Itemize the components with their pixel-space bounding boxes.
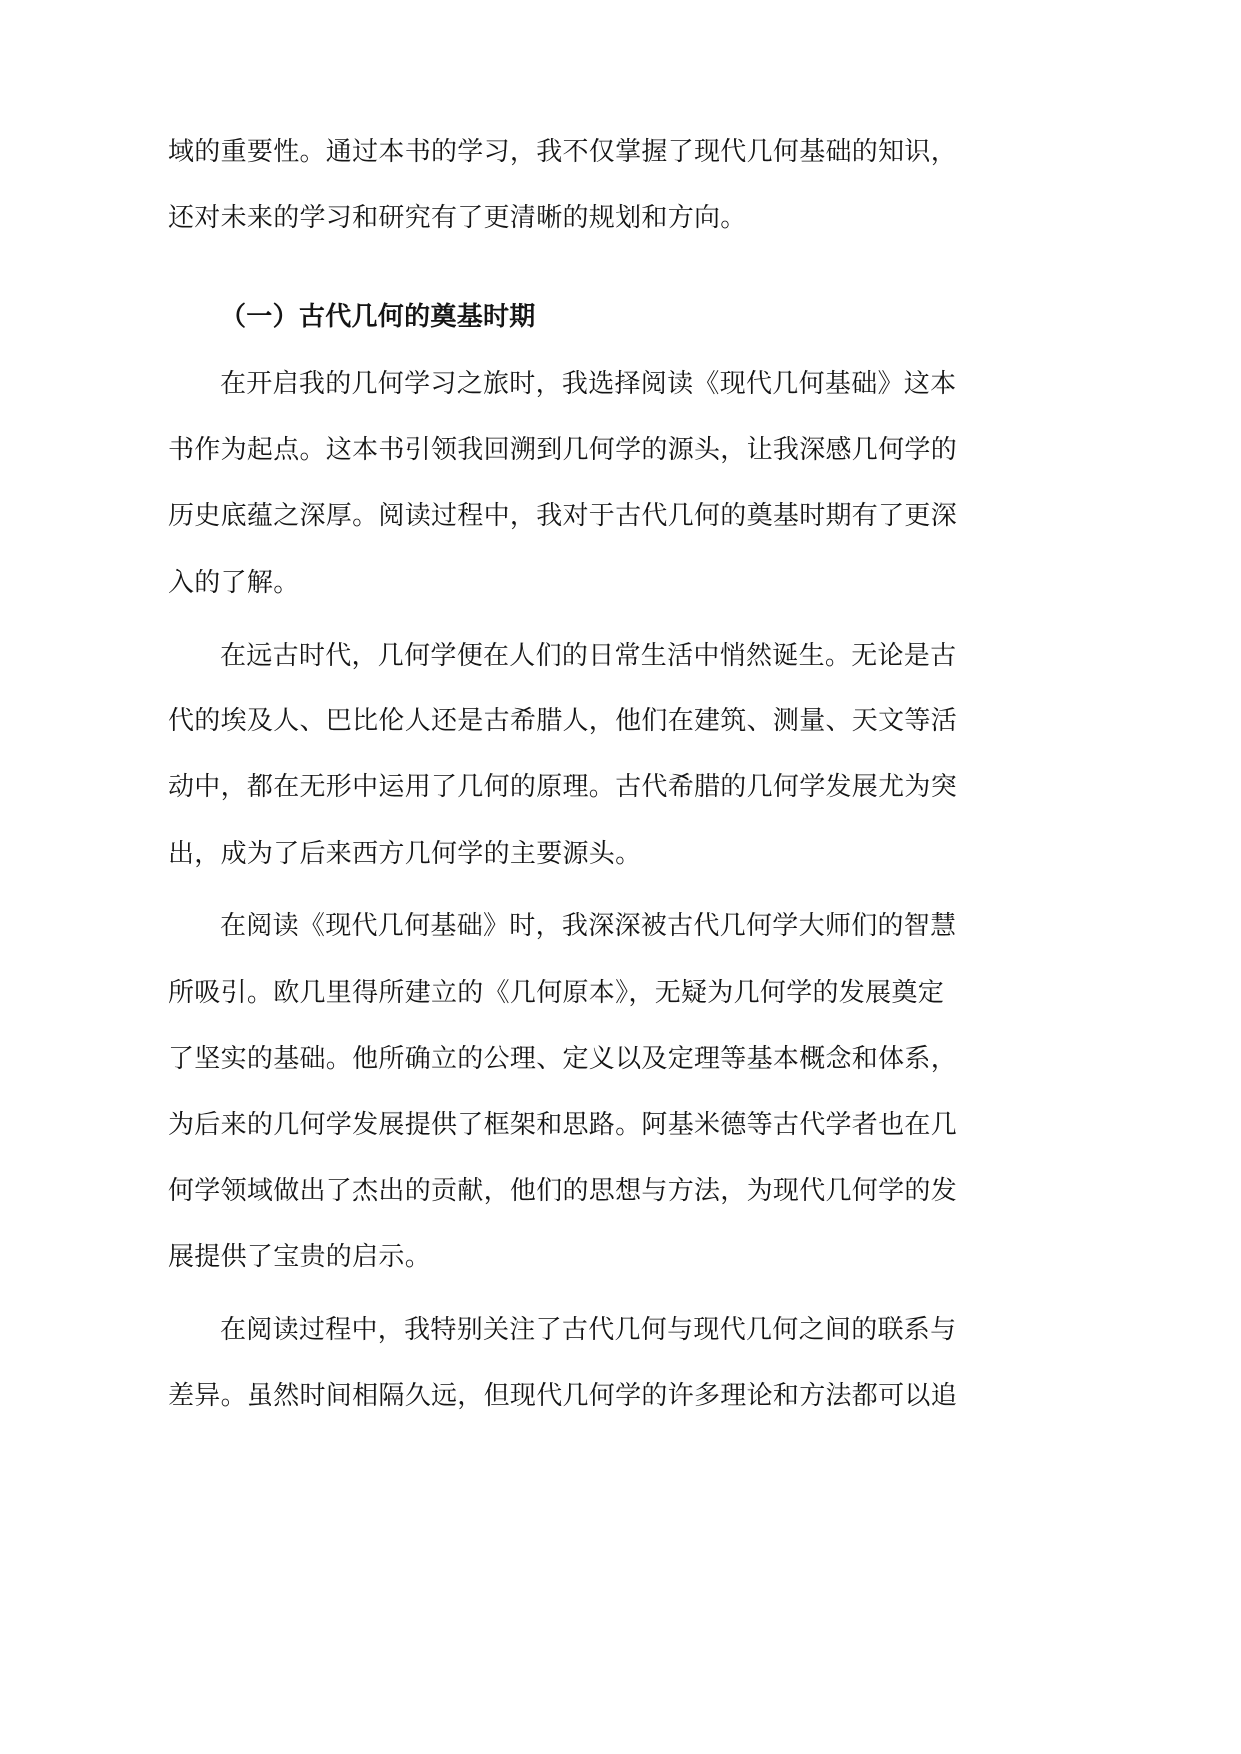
- paragraph-line: 在阅读《现代几何基础》时，我深深被古代几何学大师们的智慧: [220, 911, 957, 941]
- paragraph-line: 历史底蕴之深厚。阅读过程中，我对于古代几何的奠基时期有了更深: [168, 501, 958, 531]
- paragraph-line: 在远古时代，几何学便在人们的日常生活中悄然诞生。无论是古: [220, 641, 957, 671]
- paragraph-line: 书作为起点。这本书引领我回溯到几何学的源头，让我深感几何学的: [168, 435, 958, 465]
- paragraph-line: 域的重要性。通过本书的学习，我不仅掌握了现代几何基础的知识，: [168, 137, 958, 167]
- paragraph-line: 代的埃及人、巴比伦人还是古希腊人，他们在建筑、测量、天文等活: [168, 706, 958, 736]
- paragraph-line: 了坚实的基础。他所确立的公理、定义以及定理等基本概念和体系，: [168, 1044, 958, 1074]
- paragraph-line: 出，成为了后来西方几何学的主要源头。: [168, 839, 642, 869]
- paragraph-line: 在开启我的几何学习之旅时，我选择阅读《现代几何基础》这本: [220, 369, 957, 399]
- paragraph-line: 展提供了宝贵的启示。: [168, 1242, 432, 1272]
- paragraph-line: 差异。虽然时间相隔久远，但现代几何学的许多理论和方法都可以追: [168, 1381, 958, 1411]
- section-heading: （一）古代几何的奠基时期: [220, 302, 536, 332]
- paragraph-line: 还对未来的学习和研究有了更清晰的规划和方向。: [168, 203, 747, 233]
- paragraph-line: 为后来的几何学发展提供了框架和思路。阿基米德等古代学者也在几: [168, 1110, 958, 1140]
- paragraph-line: 何学领域做出了杰出的贡献，他们的思想与方法，为现代几何学的发: [168, 1176, 958, 1206]
- paragraph-line: 所吸引。欧几里得所建立的《几何原本》，无疑为几何学的发展奠定: [168, 978, 945, 1008]
- paragraph-line: 在阅读过程中，我特别关注了古代几何与现代几何之间的联系与: [220, 1315, 957, 1345]
- paragraph-line: 动中，都在无形中运用了几何的原理。古代希腊的几何学发展尤为突: [168, 772, 958, 802]
- paragraph-line: 入的了解。: [168, 568, 300, 598]
